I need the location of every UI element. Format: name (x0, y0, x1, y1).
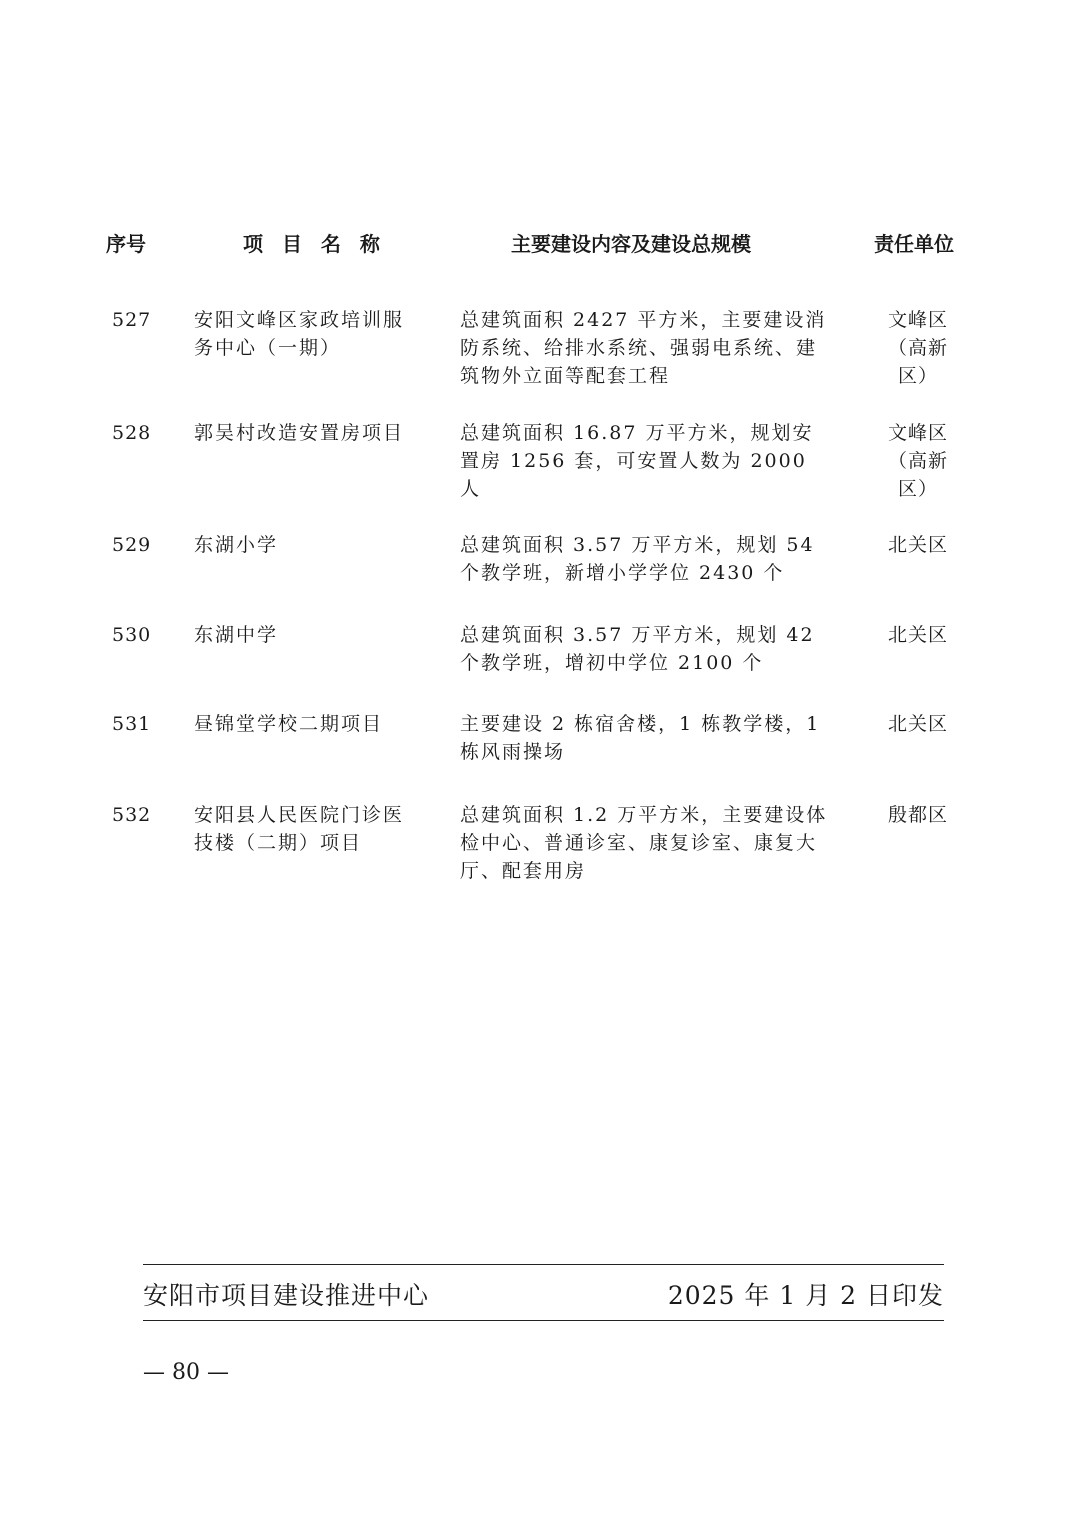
header-construction-content: 主要建设内容及建设总规模 (511, 232, 751, 256)
header-project-name: 项 目 名 称 (243, 232, 386, 256)
row-responsible-unit: 文峰区（高新区） (887, 309, 948, 387)
row-serial-no: 529 (112, 534, 152, 556)
row-serial-no: 530 (112, 624, 152, 646)
row-project-name: 郭吴村改造安置房项目 (194, 422, 405, 444)
row-serial-no: 531 (112, 713, 152, 735)
row-serial-no: 527 (112, 309, 152, 331)
header-responsible-unit: 责任单位 (874, 232, 954, 256)
row-responsible-unit: 北关区 (887, 624, 948, 646)
row-project-name: 安阳文峰区家政培训服务中心（一期） (194, 309, 405, 359)
row-responsible-unit: 北关区 (887, 534, 948, 556)
row-construction-content: 总建筑面积 3.57 万平方米，规划 42 个教学班，增初中学位 2100 个 (460, 624, 815, 674)
row-responsible-unit: 北关区 (887, 713, 948, 735)
issuing-organization: 安阳市项目建设推进中心 (143, 1281, 430, 1310)
row-construction-content: 总建筑面积 1.2 万平方米，主要建设体检中心、普通诊室、康复诊室、康复大厅、配套用房 (460, 804, 828, 882)
footer-bottom-rule (143, 1320, 944, 1321)
header-serial-no: 序号 (106, 232, 146, 256)
row-responsible-unit: 文峰区（高新区） (887, 422, 948, 500)
row-serial-no: 528 (112, 422, 152, 444)
row-construction-content: 总建筑面积 16.87 万平方米，规划安置房 1256 套，可安置人数为 2000 人 (460, 422, 814, 500)
issue-date: 2025 年 1 月 2 日印发 (667, 1281, 944, 1310)
row-project-name: 东湖小学 (194, 534, 279, 556)
row-construction-content: 主要建设 2 栋宿舍楼，1 栋教学楼，1 栋风雨操场 (460, 713, 821, 763)
table-header (0, 228, 1080, 260)
footer-top-rule (143, 1264, 944, 1265)
row-serial-no: 532 (112, 804, 152, 826)
row-construction-content: 总建筑面积 2427 平方米，主要建设消防系统、给排水系统、强弱电系统、建筑物外立面等配套工程 (460, 309, 827, 387)
row-responsible-unit: 殷都区 (887, 804, 948, 826)
row-project-name: 东湖中学 (194, 624, 279, 646)
page-number: — 80 — (143, 1360, 229, 1385)
row-project-name: 安阳县人民医院门诊医技楼（二期）项目 (194, 804, 405, 854)
row-construction-content: 总建筑面积 3.57 万平方米，规划 54 个教学班，新增小学学位 2430 个 (460, 534, 815, 584)
row-project-name: 昼锦堂学校二期项目 (194, 713, 384, 735)
